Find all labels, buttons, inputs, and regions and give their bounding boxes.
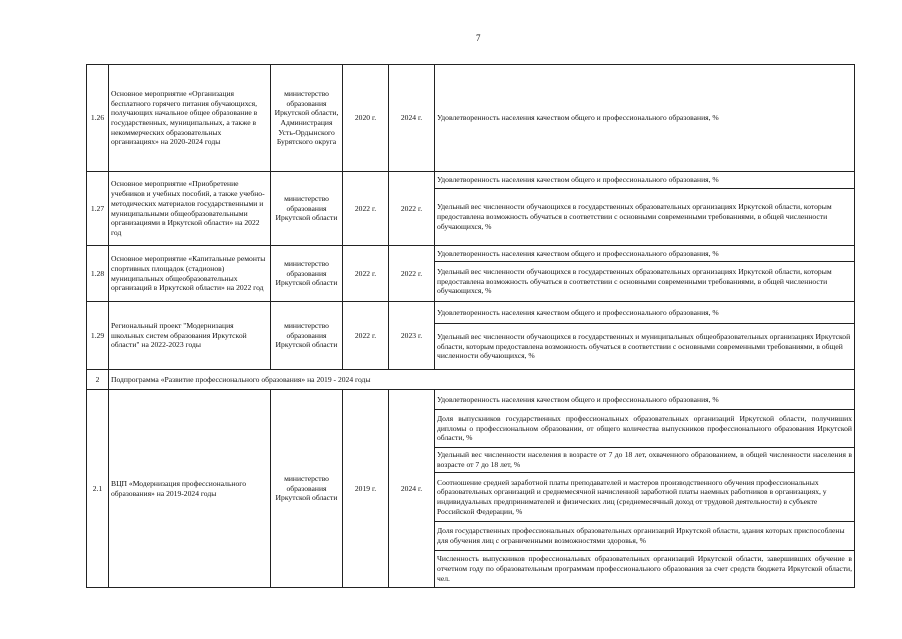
row-number: 1.28 bbox=[87, 246, 109, 302]
end-year: 2022 г. bbox=[389, 172, 435, 246]
responsible-executor: министерство образования Иркутской области bbox=[271, 172, 343, 246]
indicator: Соотношение средней заработной платы преподавателей и мастеров производственного обучения профессиональных образовательных организаций и среднемесячной начисленной заработной платы наемных работников в организациях, у индивидуальных предпринимателей и физических лиц (среднемесячный доход от трудовой деятельности) в субъекте Российской Федерации, % bbox=[435, 473, 855, 522]
row-number: 1.27 bbox=[87, 172, 109, 246]
row-number: 1.26 bbox=[87, 65, 109, 172]
start-year: 2020 г. bbox=[343, 65, 389, 172]
indicator: Удовлетворенность населения качеством общего и профессионального образования, % bbox=[435, 390, 855, 410]
responsible-executor: министерство образования Иркутской области, Администрация Усть-Ордынского Бурятского округа bbox=[271, 65, 343, 172]
activity-name: Региональный проект "Модернизация школьных систем образования Иркутской области" на 2022-2023 годы bbox=[109, 302, 271, 370]
activity-name: Основное мероприятие «Приобретение учебников и учебных пособий, а также учебно-методических материалов государственными и муниципальными общеобразовательными организациями в Иркутской области» на 2022 год bbox=[109, 172, 271, 246]
indicator: Удельный вес численности обучающихся в государственных и муниципальных общеобразовательных организациях Иркутской области, которым предоставлена возможность обучаться в соответствии с основными современными требованиями, в общей численности обучающихся, % bbox=[435, 324, 855, 370]
indicator: Доля выпускников государственных профессиональных образовательных организаций Иркутской области, получивших дипломы о профессиональном образовании, от общего количества выпускников профессионального образования Иркутской области, % bbox=[435, 410, 855, 448]
page-number: 7 bbox=[476, 33, 481, 43]
indicator: Доля государственных профессиональных образовательных организаций Иркутской области, здания которых приспособлены для обучения лиц с ограниченными возможностями здоровья, % bbox=[435, 522, 855, 551]
indicator: Удовлетворенность населения качеством общего и профессионального образования, % bbox=[435, 65, 855, 172]
end-year: 2024 г. bbox=[389, 390, 435, 588]
indicator: Удельный вес численности обучающихся в государственных образовательных организациях Иркутской области, которым предоставлена возможность обучаться в соответствии с основными современными требованиями, в общей численности обучающихся, % bbox=[435, 262, 855, 302]
responsible-executor: министерство образования Иркутской области bbox=[271, 246, 343, 302]
activity-name: Основное мероприятие «Организация бесплатного горячего питания обучающихся, получающих начальное общее образование в государственных, муниципальных, а также в некоммерческих образовательных организациях» на 2020-2024 годы bbox=[109, 65, 271, 172]
end-year: 2023 г. bbox=[389, 302, 435, 370]
table-row-1-27 bbox=[87, 172, 855, 189]
table-row-1-29 bbox=[87, 302, 855, 324]
activity-name: ВЦП «Модернизация профессионального образования» на 2019-2024 годы bbox=[109, 390, 271, 588]
row-number: 2.1 bbox=[87, 390, 109, 588]
start-year: 2019 г. bbox=[343, 390, 389, 588]
subprogram-row bbox=[87, 370, 855, 390]
subprogram-title: Подпрограмма «Развитие профессионального образования» на 2019 - 2024 годы bbox=[109, 370, 855, 390]
end-year: 2024 г. bbox=[389, 65, 435, 172]
activity-name: Основное мероприятие «Капитальные ремонты спортивных площадок (стадионов) муниципальных общеобразовательных организаций в Иркутской области» на 2022 год bbox=[109, 246, 271, 302]
row-number: 2 bbox=[87, 370, 109, 390]
responsible-executor: министерство образования Иркутской области bbox=[271, 390, 343, 588]
indicator: Численность выпускников профессиональных образовательных организаций Иркутской области, завершивших обучение в отчетном году по образовательным программам профессионального образования за счет средств бюджета Иркутской области, чел. bbox=[435, 551, 855, 588]
start-year: 2022 г. bbox=[343, 246, 389, 302]
table-row-1-26 bbox=[87, 65, 855, 172]
indicator: Удовлетворенность населения качеством общего и профессионального образования, % bbox=[435, 302, 855, 324]
responsible-executor: министерство образования Иркутской области bbox=[271, 302, 343, 370]
start-year: 2022 г. bbox=[343, 302, 389, 370]
table-row-2-1 bbox=[87, 390, 855, 410]
indicator: Удовлетворенность населения качеством общего и профессионального образования, % bbox=[435, 172, 855, 189]
start-year: 2022 г. bbox=[343, 172, 389, 246]
row-number: 1.29 bbox=[87, 302, 109, 370]
indicator: Удовлетворенность населения качеством общего и профессионального образования, % bbox=[435, 246, 855, 262]
indicator: Удельный вес численности населения в возрасте от 7 до 18 лет, охваченного образованием, в общей численности населения в возрасте от 7 до 18 лет, % bbox=[435, 448, 855, 473]
end-year: 2022 г. bbox=[389, 246, 435, 302]
indicator: Удельный вес численности обучающихся в государственных образовательных организациях Иркутской области, которым предоставлена возможность обучаться в соответствии с основными современными требованиями, в общей численности обучающихся, % bbox=[435, 189, 855, 246]
table-row-1-28 bbox=[87, 246, 855, 262]
program-table bbox=[86, 64, 855, 588]
